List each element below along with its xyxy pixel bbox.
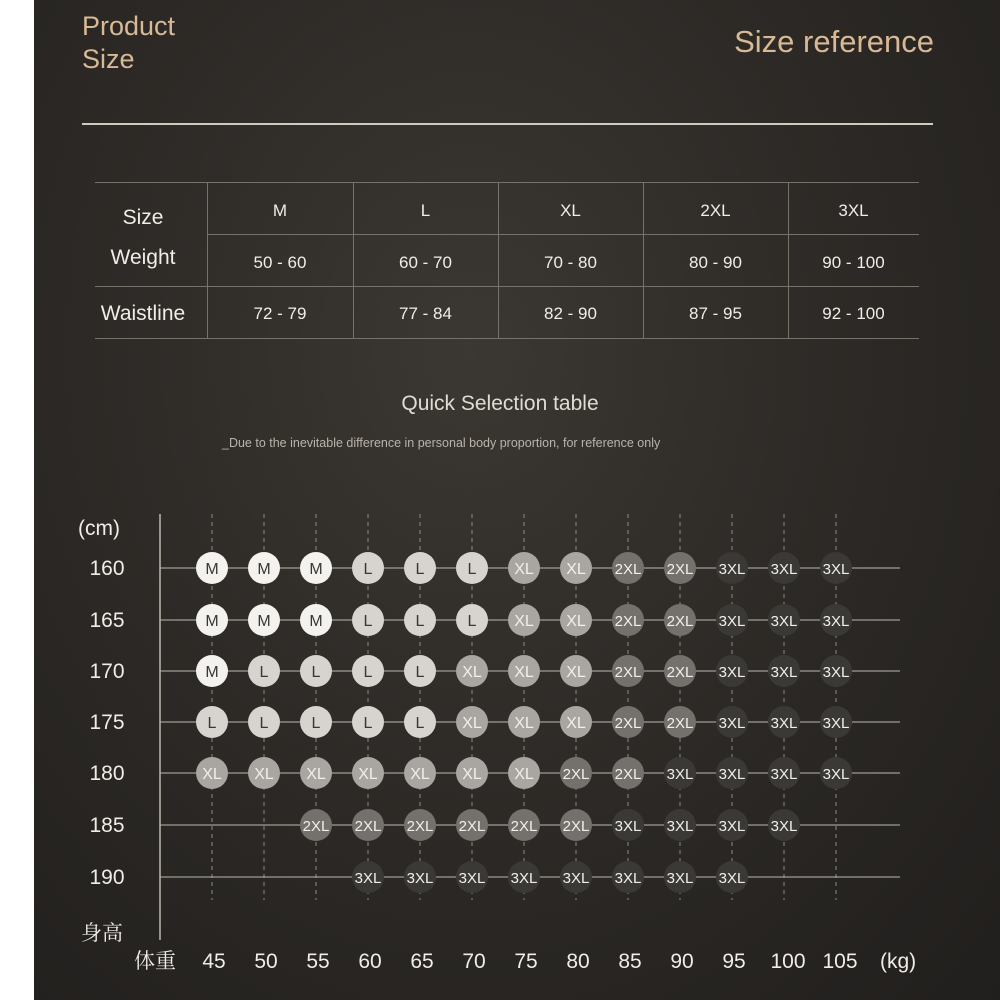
size-marker-label: L [415,613,425,630]
size-marker-label: M [205,664,219,681]
size-marker-label: L [259,715,269,732]
size-marker-label: 2XL [458,818,486,835]
size-cell: 3XL [838,201,869,220]
size-marker-label: 2XL [614,715,642,732]
size-marker-label: XL [306,766,326,783]
size-marker-label: 3XL [822,613,850,630]
size-marker-label: XL [254,766,274,783]
size-marker-label: XL [462,715,482,732]
size-marker-label: 3XL [770,818,798,835]
height-tick-label: 165 [89,609,125,632]
size-reference-title: Size reference [734,24,934,59]
size-marker-label: XL [410,766,430,783]
size-marker-label: L [363,664,373,681]
height-tick-label: 160 [89,557,125,580]
size-marker-label: 3XL [718,870,746,887]
size-marker-label: 3XL [458,870,486,887]
size-marker-label: XL [566,715,586,732]
size-marker-label: L [207,715,217,732]
size-marker-label: 3XL [666,818,694,835]
waistline-cell: 87 - 95 [689,304,742,323]
size-marker-label: XL [202,766,222,783]
size-marker-label: L [415,561,425,578]
size-marker-label: L [467,613,477,630]
size-marker-label: 2XL [614,613,642,630]
size-marker-label: 3XL [562,870,590,887]
size-marker-label: XL [566,664,586,681]
waistline-cell: 82 - 90 [544,304,597,323]
size-cell: XL [560,201,581,220]
weight-cell: 90 - 100 [822,253,885,272]
size-marker-label: 3XL [510,870,538,887]
size-marker-label: 3XL [666,870,694,887]
size-marker-label: M [205,561,219,578]
row-label-size: Size [122,206,164,229]
quick-selection-title: Quick Selection table [401,392,599,415]
size-marker-label: 2XL [614,664,642,681]
size-marker-label: L [363,613,373,630]
size-marker-label: XL [514,715,534,732]
size-marker-label: M [257,561,271,578]
size-marker-label: 3XL [770,561,798,578]
size-marker-label: 3XL [718,664,746,681]
weight-tick-label: 95 [722,950,746,973]
size-marker-label: L [311,715,321,732]
size-marker-label: 3XL [406,870,434,887]
row-label-waistline: Waistline [100,302,186,325]
size-marker-label: 3XL [666,766,694,783]
size-marker-label: XL [462,766,482,783]
weight-tick-label: 55 [306,950,330,973]
waistline-cell: 72 - 79 [253,304,307,323]
waistline-cell: 92 - 100 [822,304,885,323]
size-marker-label: XL [514,561,534,578]
waistline-cell: 77 - 84 [399,304,452,323]
size-marker-label: XL [358,766,378,783]
size-marker-label: 3XL [822,664,850,681]
y-unit-label: (cm) [78,517,120,540]
height-tick-label: 175 [89,711,125,734]
row-label-weight: Weight [110,246,176,269]
size-marker-label: 3XL [822,561,850,578]
size-cell: L [420,201,431,220]
size-marker-label: L [259,664,269,681]
size-marker-label: 3XL [770,613,798,630]
height-tick-label: 190 [89,866,125,889]
weight-tick-label: 50 [254,950,278,973]
weight-tick-label: 90 [670,950,694,973]
height-tick-label: 180 [89,762,125,785]
size-marker-label: L [467,561,477,578]
size-marker-label: 3XL [718,561,746,578]
weight-tick-label: 100 [770,950,806,973]
quick-selection-note: _Due to the inevitable difference in personal body proportion, for reference only [222,436,661,450]
weight-tick-label: 80 [566,950,590,973]
size-marker-label: L [415,664,425,681]
size-marker-label: 3XL [770,664,798,681]
weight-tick-label: 60 [358,950,382,973]
size-marker-label: 2XL [666,664,694,681]
size-marker-label: M [205,613,219,630]
size-marker-label: L [415,715,425,732]
product-size-line1: Product [82,11,176,41]
size-marker-label: L [363,561,373,578]
weight-tick-label: 105 [822,950,858,973]
size-marker-label: 3XL [614,818,642,835]
weight-cell: 50 - 60 [253,253,307,272]
size-marker-label: 2XL [562,818,590,835]
size-marker-label: 2XL [666,613,694,630]
size-marker-label: 2XL [614,766,642,783]
size-marker-label: 2XL [406,818,434,835]
weight-cell: 80 - 90 [689,253,742,272]
weight-tick-label: 45 [202,950,226,973]
size-marker-label: 2XL [510,818,538,835]
size-marker-label: L [363,715,373,732]
size-marker-label: 3XL [770,715,798,732]
size-marker-label: M [309,561,323,578]
size-marker-label: XL [566,561,586,578]
size-marker-label: 3XL [770,766,798,783]
size-marker-label: 2XL [614,561,642,578]
weight-tick-label: 70 [462,950,486,973]
weight-cell: 70 - 80 [544,253,597,272]
size-marker-label: 3XL [718,715,746,732]
size-marker-label: 3XL [354,870,382,887]
size-marker-label: 2XL [302,818,330,835]
weight-cell: 60 - 70 [399,253,452,272]
weight-tick-label: 85 [618,950,642,973]
size-marker-label: M [257,613,271,630]
size-marker-label: XL [514,613,534,630]
size-marker-label: 2XL [666,715,694,732]
size-marker-label: XL [462,664,482,681]
size-marker-label: 3XL [822,766,850,783]
size-marker-label: XL [514,766,534,783]
size-marker-label: 2XL [354,818,382,835]
size-marker-label: M [309,613,323,630]
size-marker-label: L [311,664,321,681]
size-marker-label: 3XL [718,766,746,783]
x-unit-label: (kg) [880,950,917,973]
size-marker-label: 2XL [666,561,694,578]
size-marker-label: 3XL [614,870,642,887]
product-size-line2: Size [82,44,135,74]
size-marker-label: 2XL [562,766,590,783]
size-marker-label: XL [566,613,586,630]
size-cell: M [272,201,288,220]
size-marker-label: XL [514,664,534,681]
x-axis-label: 体重 [134,950,176,973]
height-tick-label: 170 [89,660,125,683]
size-marker-label: 3XL [718,818,746,835]
y-axis-label: 身高 [81,922,123,945]
size-marker-label: 3XL [718,613,746,630]
weight-tick-label: 75 [514,950,538,973]
weight-tick-label: 65 [410,950,434,973]
size-marker-label: 3XL [822,715,850,732]
height-tick-label: 185 [89,814,125,837]
size-cell: 2XL [700,201,731,220]
